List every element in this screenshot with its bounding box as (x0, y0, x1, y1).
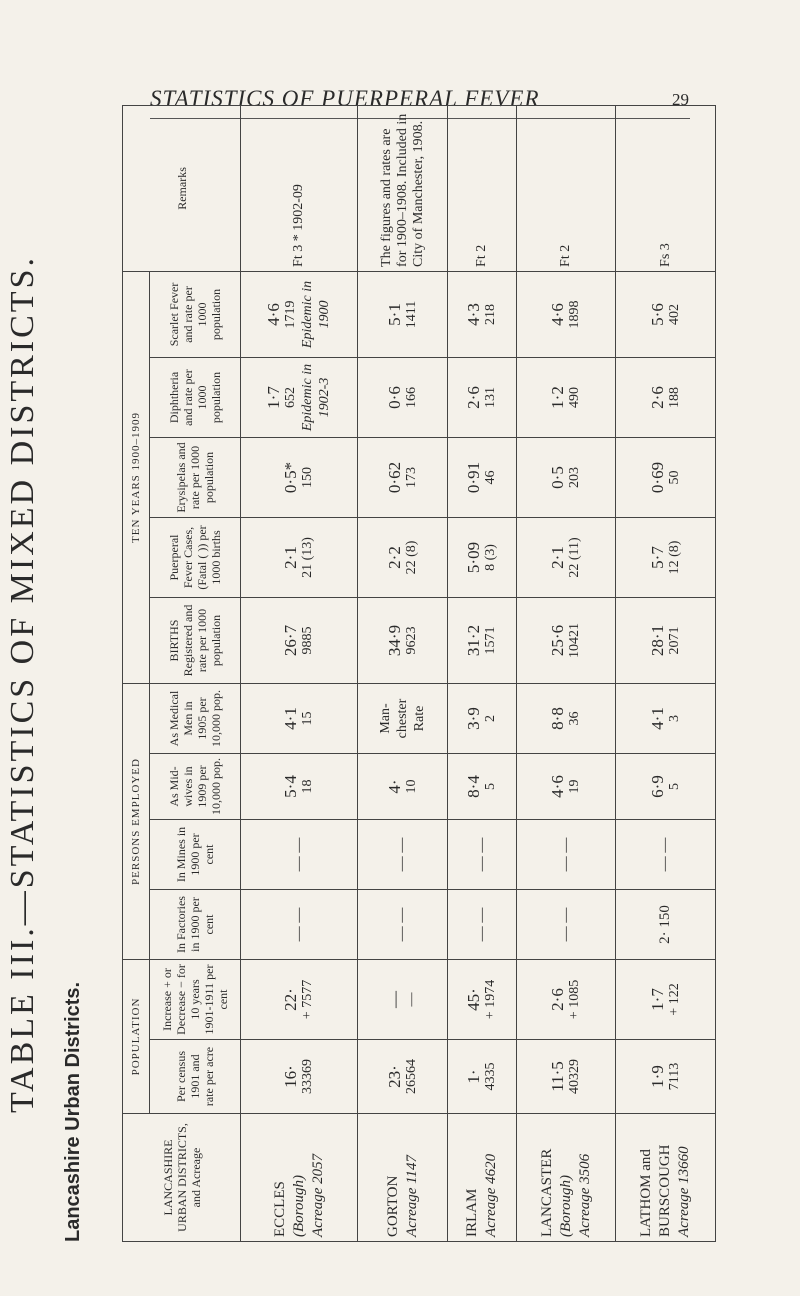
count-value: 7113 (666, 1062, 682, 1091)
count-value: 12 (8) (666, 540, 682, 575)
count-value: 22 (11) (567, 537, 583, 578)
births-cell (448, 598, 517, 684)
page-number: 29 (672, 90, 689, 109)
count-value: — (403, 992, 419, 1007)
count-value: + 1974 (483, 979, 498, 1020)
remarks-cell: Ft 3 * 1902-09 (241, 105, 358, 271)
district-acreage: Acreage 3506 (576, 1153, 593, 1237)
district-acreage: Acreage 2057 (309, 1153, 326, 1237)
rate-value: 5·6 (647, 303, 667, 326)
count-value: 5 (483, 783, 498, 790)
rate-value: 11·5 (548, 1061, 568, 1092)
table-title: TABLE III.—STATISTICS OF MIXED DISTRICTS. (4, 255, 41, 1114)
district-cell (448, 1114, 517, 1242)
district-note: (Borough) (557, 1175, 574, 1237)
rate-value: 5·1 (384, 303, 404, 326)
rate-value: 8·8 (548, 707, 568, 730)
district-cell (241, 1114, 358, 1242)
increase-cell (616, 960, 716, 1040)
diphtheria-cell (616, 358, 716, 438)
col-puerperal: Puerperal Fever Cases, (Fatal ( )) per 1000 births (150, 518, 241, 598)
remarks-cell: The figures and rates are for 1900–1908. Included in City of Manchester, 1908. (358, 105, 448, 271)
count-value: 10421 (567, 623, 583, 658)
count-value: 1898 (567, 300, 583, 329)
puerperal-cell (448, 518, 517, 598)
running-title: STATISTICS OF PUERPERAL FEVER (150, 86, 540, 111)
erysipelas-cell (616, 438, 716, 518)
rate-value: 4·6 (264, 303, 284, 326)
count-value: 166 (403, 387, 419, 408)
col-increase: Increase + or Decrease − for 10 years 1901-1911 per cent (150, 960, 241, 1040)
erysipelas-cell (448, 438, 517, 518)
scarlet-cell (448, 271, 517, 357)
census-cell (517, 1040, 616, 1114)
count-value: 188 (666, 387, 682, 408)
rate-value: 0·6 (384, 386, 404, 409)
rate-value: 4·6 (548, 775, 568, 798)
count-value: 26564 (403, 1059, 419, 1094)
col-scarlet: Scarlet Fever and rate per 1000 population (150, 271, 241, 357)
mines-cell: — — (448, 820, 517, 890)
count-value: 22 (8) (403, 540, 419, 575)
diphtheria-cell (448, 358, 517, 438)
puerperal-cell (241, 518, 358, 598)
remarks-cell: Ft 2 (517, 105, 616, 271)
factories-cell: — — (358, 890, 448, 960)
rate-value: 2·1 (281, 546, 301, 569)
remarks-cell: Ft 2 (448, 105, 517, 271)
rate-value: 45· (464, 988, 483, 1011)
rate-value: 6·9 (647, 775, 667, 798)
scarlet-note: Epidemic in 1900 (300, 280, 333, 349)
district-name: LANCASTER (538, 1148, 555, 1237)
births-cell (517, 598, 616, 684)
count-value: 2071 (666, 626, 682, 655)
table-subtitle: Lancashire Urban Districts. (62, 981, 84, 1242)
count-value: + 1085 (567, 979, 583, 1020)
count-value: 203 (567, 467, 583, 488)
rate-value: 0·91 (464, 461, 483, 494)
rate-value: 1·9 (647, 1065, 667, 1088)
rate-value: 5·4 (281, 775, 301, 798)
midwives-cell (517, 754, 616, 820)
count-value: 15 (300, 711, 316, 726)
district-cell (517, 1114, 616, 1242)
diphtheria-cell (241, 358, 358, 438)
group-population: POPULATION (123, 960, 150, 1114)
puerperal-cell (616, 518, 716, 598)
increase-cell (358, 960, 448, 1040)
count-value: 1571 (483, 626, 498, 655)
count-value: 150 (300, 467, 316, 488)
district-name: ECCLES (271, 1181, 288, 1237)
factories-cell: — — (448, 890, 517, 960)
rate-value: 0·5 (548, 466, 568, 489)
count-value: 9623 (403, 626, 419, 655)
medical-cell (448, 684, 517, 754)
count-value: 46 (483, 470, 498, 485)
increase-cell (448, 960, 517, 1040)
rate-value: 4· (384, 779, 404, 794)
col-census: Per census 1901 and rate per acre (150, 1040, 241, 1114)
factories-cell: 2· 150 (616, 890, 716, 960)
count-value: 9885 (300, 626, 316, 655)
count-value: 36 (567, 711, 583, 726)
mines-cell: — — (616, 820, 716, 890)
rate-value: 0·5* (281, 461, 301, 494)
births-cell (241, 598, 358, 684)
count-value: + 7577 (300, 979, 316, 1020)
rate-value: 2·6 (464, 386, 483, 409)
rate-value: 25·6 (548, 624, 568, 657)
mines-cell: — — (241, 820, 358, 890)
remarks-cell: Fs 3 (616, 105, 716, 271)
diphtheria-cell (517, 358, 616, 438)
rate-value: 2·1 (548, 546, 568, 569)
rate-value: 1·2 (548, 386, 568, 409)
count-value: 402 (666, 303, 682, 325)
scarlet-cell (517, 271, 616, 357)
district-name: IRLAM (464, 1188, 480, 1237)
col-midwives: As Mid-wives in 1909 per 10,000 pop. (150, 754, 241, 820)
count-value: Man-chester Rate (378, 698, 428, 739)
medical-cell (517, 684, 616, 754)
rate-value: 26·7 (281, 624, 301, 657)
table-row (448, 105, 517, 1241)
rate-value: 31·2 (464, 624, 483, 657)
rate-value: 4·6 (548, 303, 568, 326)
count-value: 1719 (283, 300, 299, 329)
rate-value: 2·2 (384, 546, 404, 569)
rate-value: 1·7 (264, 386, 284, 409)
rate-value: 22· (281, 988, 301, 1011)
rate-value: 2·6 (548, 988, 568, 1011)
district-name: LATHOM and BURSCOUGH (638, 1144, 674, 1237)
district-acreage: Acreage 1147 (403, 1154, 420, 1237)
col-mines: In Mines in 1900 per cent (150, 820, 241, 890)
district-acreage: Acreage 4620 (483, 1153, 499, 1237)
count-value: 8 (3) (483, 544, 498, 571)
factories-cell: — — (241, 890, 358, 960)
scarlet-cell (616, 271, 716, 357)
midwives-cell (358, 754, 448, 820)
count-value: 19 (567, 779, 583, 794)
scarlet-cell (358, 271, 448, 357)
col-factories: In Factories in 1900 per cent (150, 890, 241, 960)
increase-cell (517, 960, 616, 1040)
census-cell (448, 1040, 517, 1114)
rate-value: 5·09 (464, 541, 483, 574)
table-row (517, 105, 616, 1241)
mines-cell: — — (358, 820, 448, 890)
rate-value: 8·4 (464, 775, 483, 798)
rate-value: 4·1 (281, 707, 301, 730)
district-name: GORTON (384, 1175, 401, 1237)
rate-value: 0·62 (384, 461, 404, 494)
rate-value: 4·1 (647, 707, 667, 730)
district-acreage: Acreage 13660 (676, 1146, 693, 1237)
diphtheria-note: Epidemic in 1902-3 (300, 363, 333, 432)
district-cell (358, 1114, 448, 1242)
count-value: 490 (567, 387, 583, 408)
table-row (358, 105, 448, 1241)
births-cell (616, 598, 716, 684)
count-value: 2 (483, 715, 498, 722)
erysipelas-cell (358, 438, 448, 518)
count-value: 10 (403, 779, 419, 794)
count-value: 173 (403, 467, 419, 488)
count-value: 652 (283, 387, 299, 408)
midwives-cell (448, 754, 517, 820)
statistics-table (122, 105, 716, 1242)
count-value: 18 (300, 779, 316, 794)
col-medical: As Medical Men in 1905 per 10,000 pop. (150, 684, 241, 754)
col-remarks: Remarks (123, 105, 241, 271)
count-value: 3 (666, 715, 682, 722)
col-diphtheria: Diphtheria and rate per 1000 population (150, 358, 241, 438)
erysipelas-cell (517, 438, 616, 518)
factories-cell: — — (517, 890, 616, 960)
medical-cell (358, 684, 448, 754)
rate-value: 1·7 (647, 988, 667, 1011)
col-district: LANCASHIRE URBAN DISTRICTS, and Acreage (123, 1114, 241, 1242)
rate-value: 5·7 (647, 546, 667, 569)
rate-value: 0·69 (647, 461, 667, 494)
count-value: 50 (666, 470, 682, 485)
census-cell (358, 1040, 448, 1114)
diphtheria-cell (358, 358, 448, 438)
count-value: 33369 (300, 1059, 316, 1094)
district-cell (616, 1114, 716, 1242)
erysipelas-cell (241, 438, 358, 518)
midwives-cell (616, 754, 716, 820)
table-body (241, 105, 716, 1241)
rate-value: 2·6 (647, 386, 667, 409)
rate-value: 28·1 (647, 624, 667, 657)
count-value: 40329 (567, 1059, 583, 1094)
rate-value: 3·9 (464, 707, 483, 730)
col-births: BIRTHS Registered and rate per 1000 population (150, 598, 241, 684)
group-ten-years: TEN YEARS 1900–1909 (123, 271, 150, 683)
births-cell (358, 598, 448, 684)
rate-value: 1· (464, 1069, 483, 1084)
count-value: 1411 (403, 300, 419, 329)
rotated-table-block (4, 113, 716, 1242)
rate-value: 34·9 (384, 624, 404, 657)
medical-cell (616, 684, 716, 754)
rate-value: 4·3 (464, 303, 483, 326)
rate-value: — (384, 991, 404, 1008)
district-note: (Borough) (290, 1175, 307, 1237)
col-erysipelas: Erysipelas and rate per 1000 population (150, 438, 241, 518)
rate-value: 23· (384, 1065, 404, 1088)
count-value: 21 (13) (300, 537, 316, 578)
count-value: 4335 (483, 1062, 498, 1091)
puerperal-cell (517, 518, 616, 598)
count-value: + 122 (666, 983, 682, 1016)
census-cell (241, 1040, 358, 1114)
increase-cell (241, 960, 358, 1040)
mines-cell: — — (517, 820, 616, 890)
census-cell (616, 1040, 716, 1114)
table-row (241, 105, 358, 1241)
count-value: 131 (483, 387, 498, 408)
count-value: 218 (483, 303, 498, 325)
table-row (616, 105, 716, 1241)
count-value: 5 (666, 783, 682, 790)
group-persons-employed: PERSONS EMPLOYED (123, 684, 150, 960)
scarlet-cell (241, 271, 358, 357)
midwives-cell (241, 754, 358, 820)
rate-value: 16· (281, 1065, 301, 1088)
medical-cell (241, 684, 358, 754)
puerperal-cell (358, 518, 448, 598)
